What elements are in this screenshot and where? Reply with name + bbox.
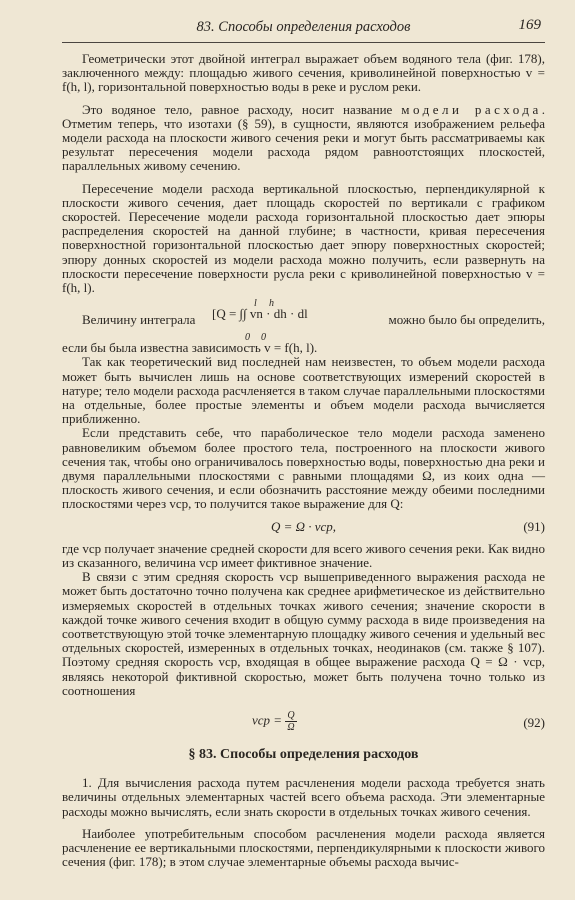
- equation-text: Q = Ω · vср,: [270, 518, 337, 534]
- page-number: 169: [518, 17, 541, 33]
- paragraph: Пересечение модели расхода вертикальной плоскостью, перпендикулярной к плоскости живого сечения, дает площадь скоростей по вертикали с графиком скоростей. Пересечение модели расхода горизонтальной плоскостью дает эпюры распределения скоростей на данной глубине; в частности, кривая пересечения поверхностной горизонтальной плоскостью дает эпюру поверхностных скоростей; эпюру донных скоростей из модели расхода можно получить, если развернуть на плоскости пересечение поверхности русла реки с криволинейной поверхностью v = f(h, l).: [62, 180, 545, 296]
- paragraph: Наиболее употребительным способом расчленения модели расхода является расчленение ее вертикальными плоскостями, перпендикулярными к плоскости живого сечения (фиг. 178); в этом случае элементарные объемы расхода вычис-: [62, 825, 545, 870]
- equation-number: (91): [523, 518, 545, 534]
- paragraph: если бы была известна зависимость v = f(h, l).: [62, 340, 318, 356]
- limit-upper-outer: l: [254, 298, 257, 310]
- paragraph: 1. Для вычисления расхода путем расчленения модели расхода требуется знать величины отдельных элементарных частей всего объема расхода. Эти элементарные расходы можно вычислять, если знать скорости в отдельных точках живого сечения.: [62, 775, 545, 819]
- integral-tail: можно было бы определить,: [388, 312, 545, 328]
- limit-lower-outer: 0: [245, 332, 250, 344]
- section-heading: § 83. Способы определения расходов: [188, 746, 419, 762]
- paragraph: где vср получает значение средней скорости для всего живого сечения реки. Как видно из сказанного, величина vср имеет фиктивное значение.: [62, 540, 545, 570]
- paragraph: Так как теоретический вид последней нам неизвестен, то объем модели расхода может быть вычислен лишь на основе соответствующих измерений скоростей в натуре; тело модели расхода расчленяется в таком случае параллельными плоскостями на отдельные, более простые элементы и объем модели расхода вычисляется приближенно.: [62, 354, 545, 427]
- paragraph: Геометрически этот двойной интеграл выражает объем водяного тела (фиг. 178), заключенного между: площадью живого сечения, криволинейной поверхностью v = f(h, l), горизонтальной поверхностью воды в реке и руслом реки.: [62, 51, 545, 95]
- paragraph: В связи с этим средняя скорость vср вышеприведенного выражения расхода не может быть достаточно точно получена как среднее арифметическое из действительно измеряемых скоростей в отдельных точках живого сечения; значение скорости в каждой точке живого сечения входит в общую сумму расхода в виде произведения на соответствующую этой точке элементарную площадку живого сечения и удельный вес отдельных скоростей, измеренных в отдельных точках, неодинаков (см. также § 107). Поэтому средняя скорость vср, входящая в общее выражение расхода Q = Ω · vср, являясь некоторой фиктивной скоростью, может быть получена точно только из соотношения: [62, 569, 545, 698]
- integral-expression: [62, 298, 545, 344]
- limit-upper-inner: h: [269, 298, 274, 310]
- equation-text: vср = $\frac{Q}{\Omega}$: [252, 709, 295, 733]
- paragraph: Это водяное тело, равное расходу, носит название модели расхода. Отметим теперь, что изотахи (§ 59), в сущности, являются изображением рельефа модели расхода на плоскости живого сечения реки и могут быть рассматриваемы как результат пересечения модели расхода рядом равноотстоящих плоскостей, параллельных живому сечению.: [62, 101, 545, 174]
- spaced-term: модели расхода: [401, 101, 542, 117]
- running-header: [62, 12, 545, 43]
- equation-91: [62, 516, 545, 538]
- equation-number: (92): [523, 714, 545, 730]
- integral-label: Величину интеграла: [82, 312, 196, 328]
- page-body: [62, 52, 545, 869]
- integral-formula: [Q = ∫∫ vn · dh · dl: [212, 306, 308, 322]
- equation-92: [62, 704, 545, 738]
- limit-lower-inner: 0: [261, 332, 266, 344]
- paragraph: Если представить себе, что параболическое тело модели расхода заменено равновеликим объемом более простого тела, построенного на плоскости живого сечения так, чтобы оно ограничивалось поверхностью воды, поверхностью дна реки и двумя параллельными плоскостями с равными площадями Ω, из коих одна — плоскость живого сечения, и если обозначить расстояние между обеими последними плоскостями через vср, то получится такое выражение для Q:: [62, 425, 545, 512]
- running-title: 83. Способы определения расходов: [196, 19, 411, 35]
- fraction: $\frac{Q}{\Omega}$: [287, 709, 295, 733]
